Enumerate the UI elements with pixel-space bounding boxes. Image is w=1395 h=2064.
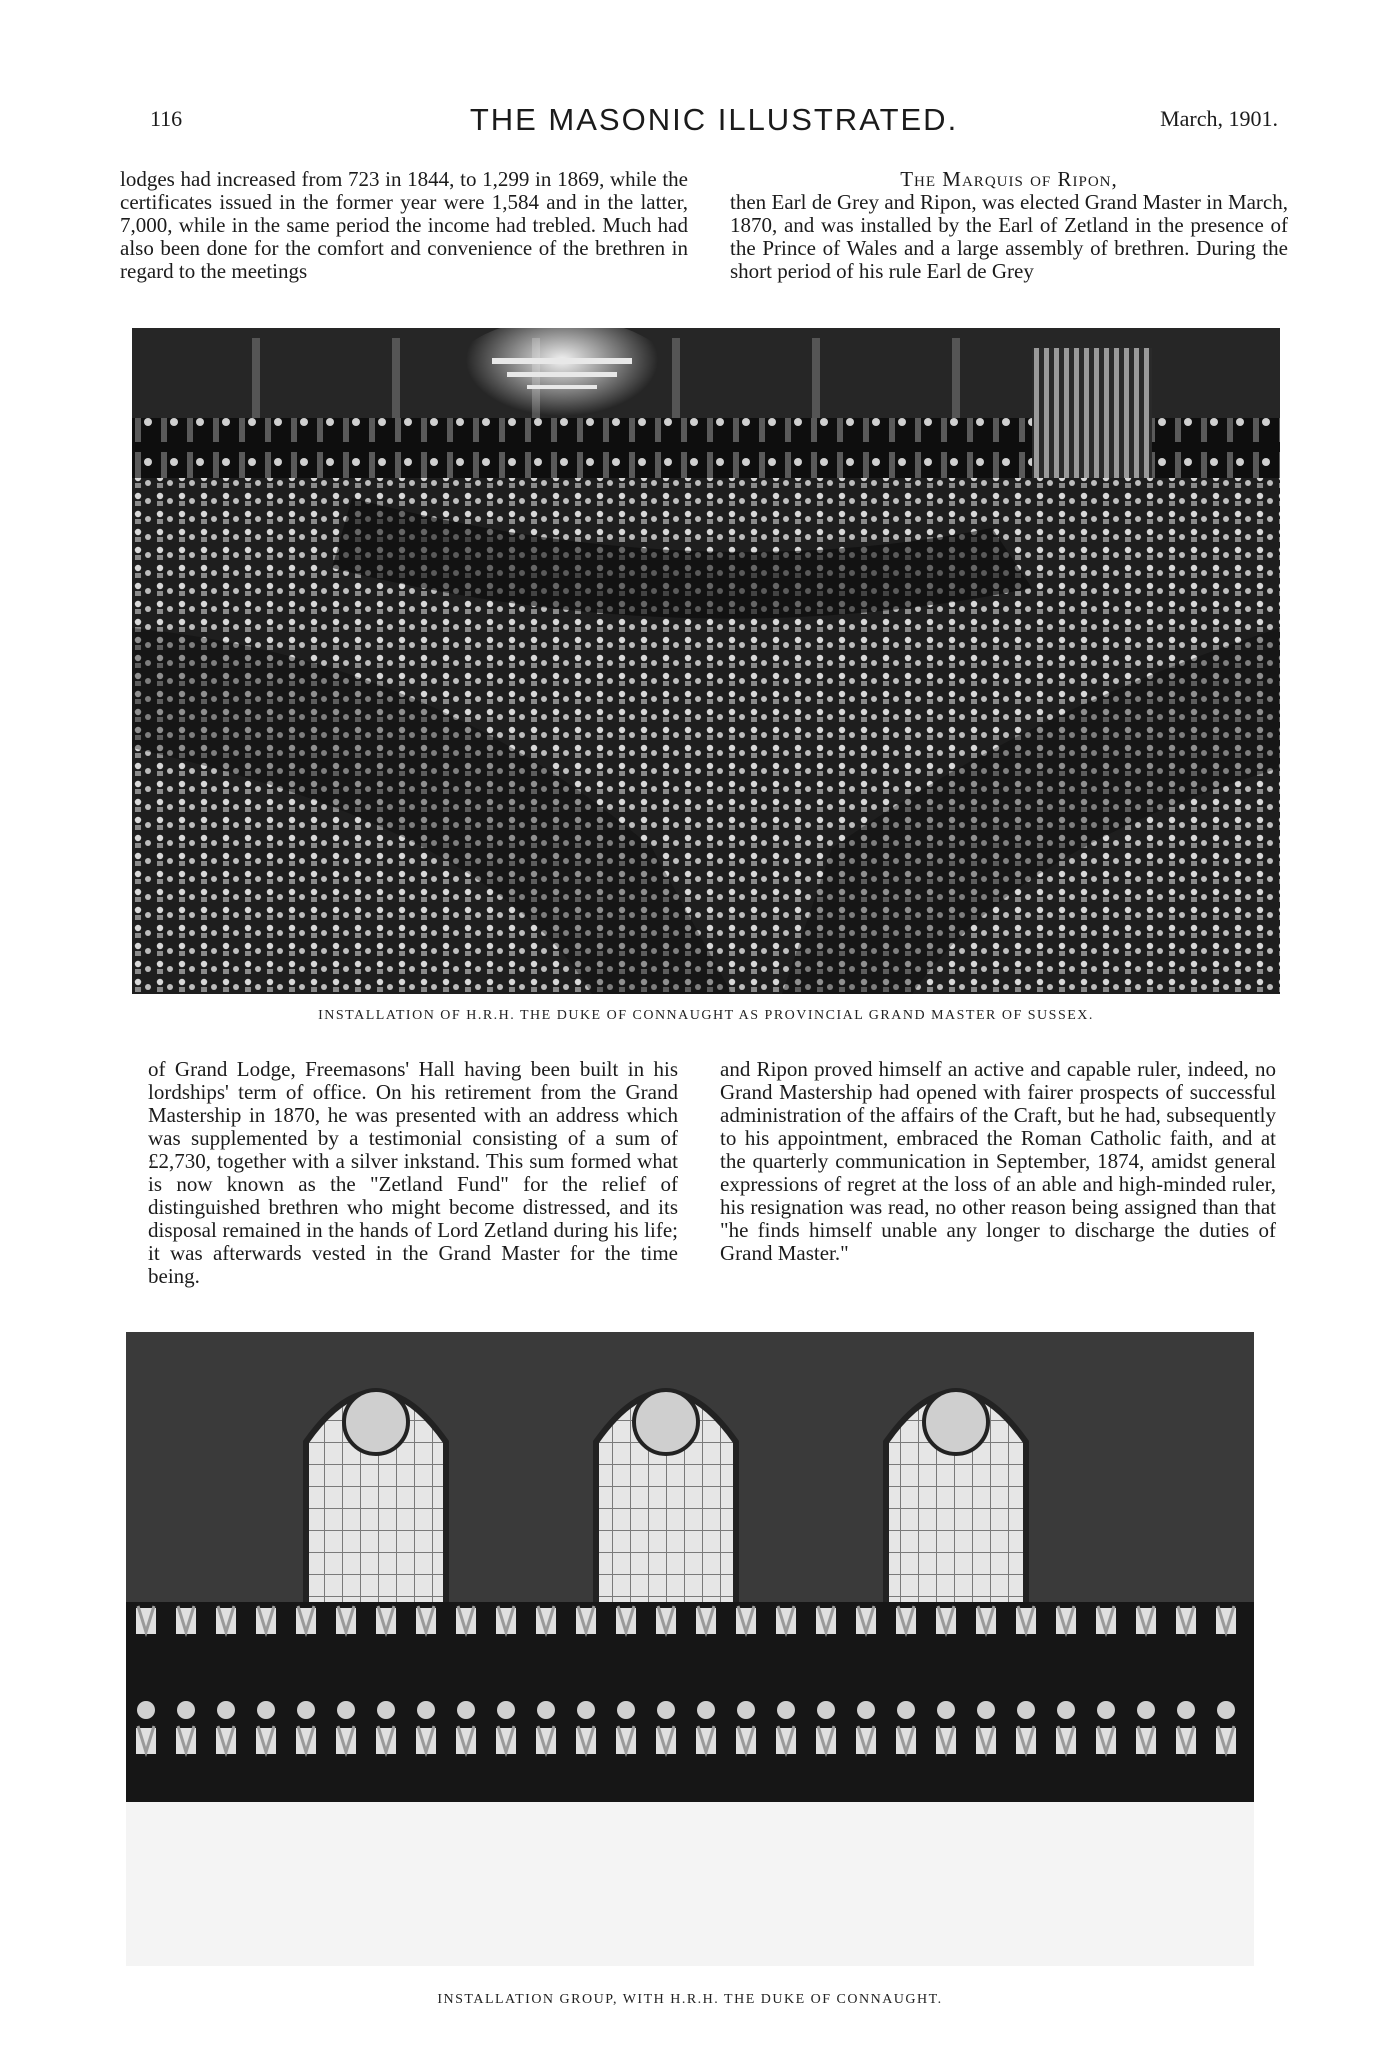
issue-date: March, 1901. bbox=[1160, 106, 1278, 131]
group-photo-illustration bbox=[126, 1332, 1254, 1966]
publication-title: THE MASONIC ILLUSTRATED. bbox=[469, 102, 959, 137]
page-number: 116 bbox=[150, 106, 183, 131]
photo-caption-installation: INSTALLATION OF H.R.H. THE DUKE OF CONNAUGHT AS PROVINCIAL GRAND MASTER OF SUSSEX. bbox=[318, 1008, 1094, 1023]
article-text-left-bottom: of Grand Lodge, Freemasons' Hall having been built in his lordships' term of office. On his retirement from the Grand Mastership in 1870, he was presented with an address which was supplemented by a testimonial consisting of a sum of £2,730, together with a silver inkstand. This sum formed what is now known as the "Zetland Fund" for the relief of distinguished brethren who might become distressed, and its disposal remained in the hands of Lord Zetland during his life; it was afterwards vested in the Grand Master for the time being. bbox=[148, 1057, 678, 1288]
photo-caption-group: INSTALLATION GROUP, WITH H.R.H. THE DUKE OF CONNAUGHT. bbox=[437, 1992, 943, 2007]
section-heading: The Marquis of Ripon, bbox=[900, 167, 1118, 191]
article-text-right-bottom: and Ripon proved himself an active and capable ruler, indeed, no Grand Mastership had opened with fairer prospects of successful administration of the affairs of the Craft, but he had, subsequently to his appointment, embraced the Roman Catholic faith, and at the quarterly communication in September, 1874, amidst general expressions of regret at the loss of an able and high-minded ruler, his resignation was read, no other reason being assigned than that "he finds himself unable any longer to discharge the duties of Grand Master." bbox=[720, 1057, 1276, 1265]
article-text-left-top: lodges had increased from 723 in 1844, to 1,299 in 1869, while the certificates issued in the former year were 1,584 and in the latter, 7,000, while in the same period the income had trebled. Much had also been done for the comfort and convenience of the brethren in regard to the meetings bbox=[120, 167, 688, 283]
article-text-right-top: then Earl de Grey and Ripon, was elected Grand Master in March, 1870, and was installed by the Earl of Zetland in the presence of the Prince of Wales and a large assembly of brethren. During the short period of his rule Earl de Grey bbox=[730, 190, 1288, 283]
installation-photograph bbox=[132, 328, 1280, 994]
running-header bbox=[150, 102, 1278, 142]
article-column-right-top bbox=[730, 168, 1288, 283]
hall-photo-illustration bbox=[132, 328, 1280, 994]
group-photograph bbox=[126, 1332, 1254, 1966]
